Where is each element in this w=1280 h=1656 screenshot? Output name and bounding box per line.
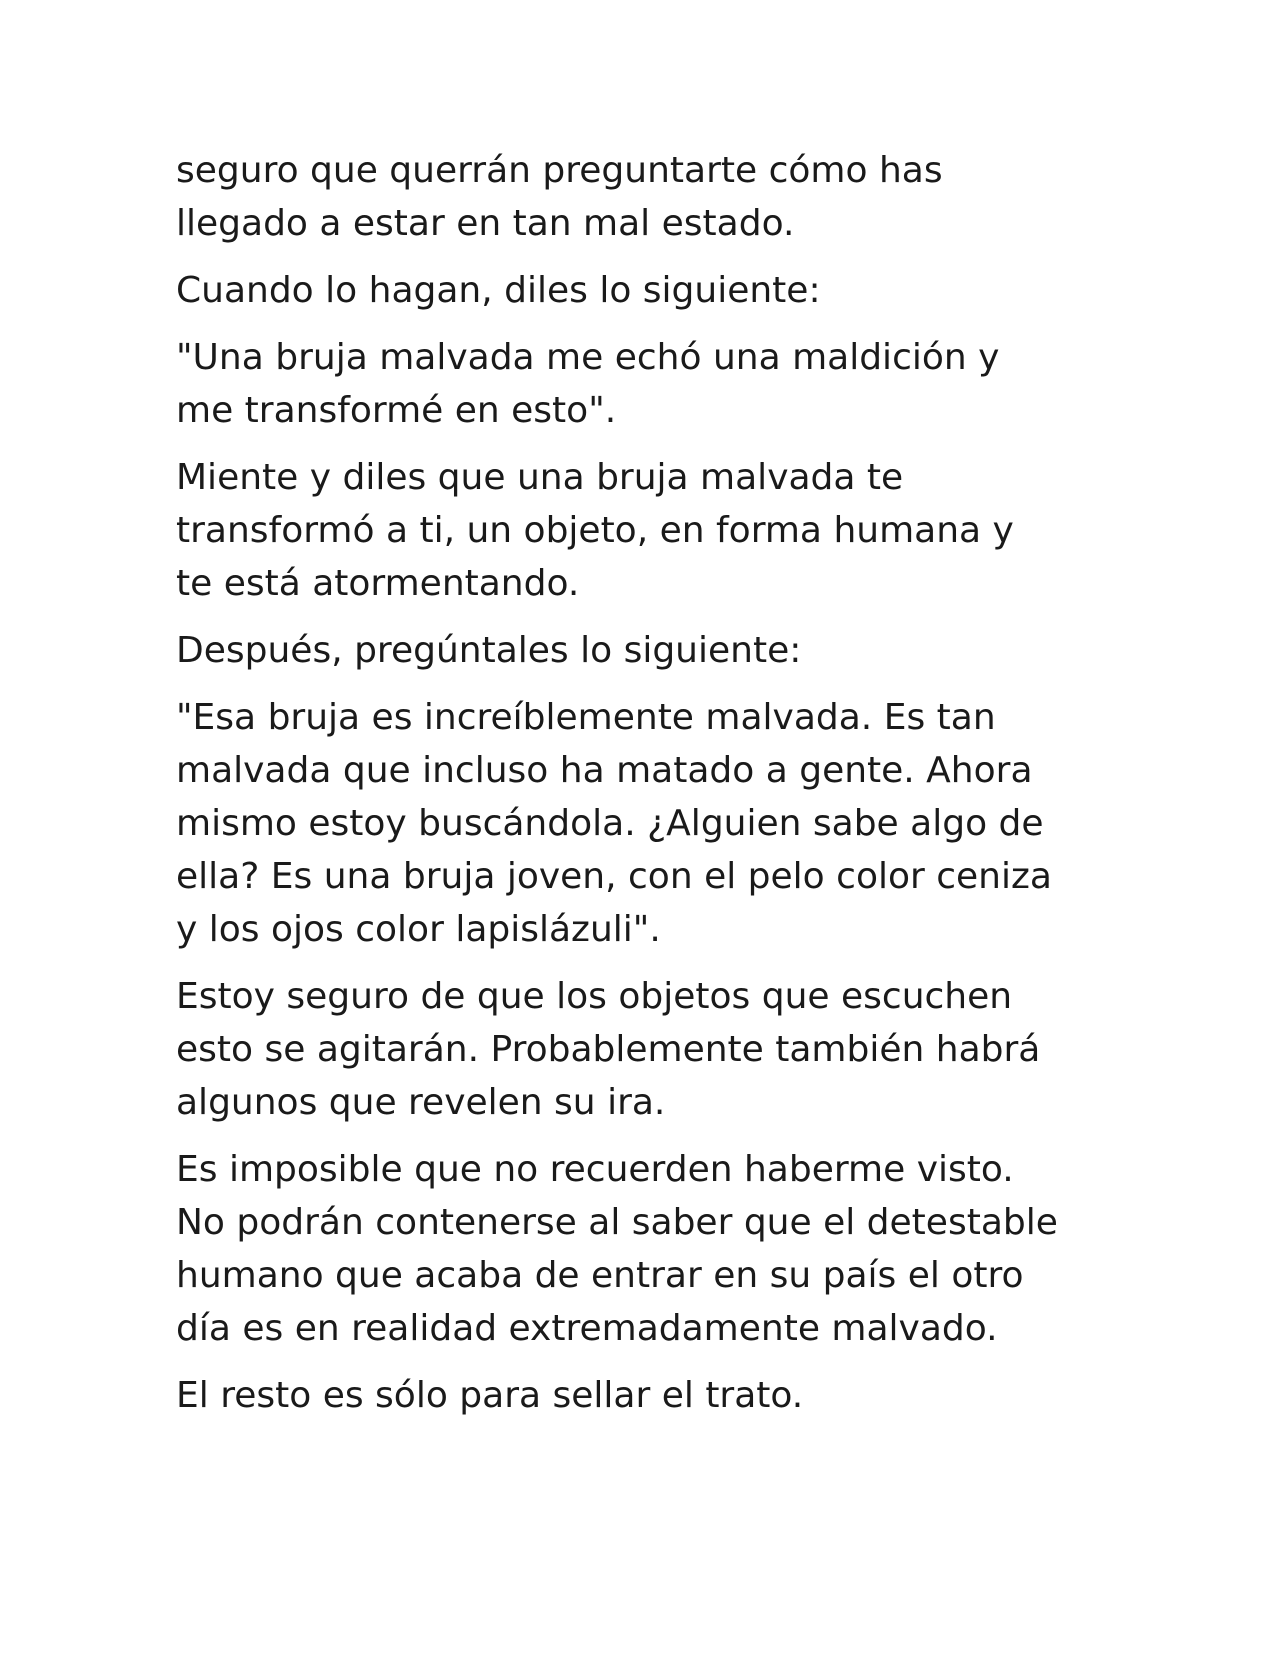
text-line: "Esa bruja es increíblemente malvada. Es tan: [176, 697, 996, 738]
text-line: llegado a estar en tan mal estado.: [176, 203, 795, 244]
text-line: esto se agitarán. Probablemente también habrá: [176, 1029, 1041, 1070]
paragraph: [176, 1369, 1116, 1422]
paragraph: [176, 331, 1116, 437]
paragraph: [176, 691, 1116, 956]
text-line: ella? Es una bruja joven, con el pelo color ceniza: [176, 856, 1052, 897]
text-line: Estoy seguro de que los objetos que escuchen: [176, 976, 1013, 1017]
paragraph: [176, 451, 1116, 610]
text-line: Cuando lo hagan, diles lo siguiente:: [176, 270, 821, 311]
text-line: transformó a ti, un objeto, en forma humana y: [176, 510, 1014, 551]
text-line: Miente y diles que una bruja malvada te: [176, 457, 904, 498]
text-line: me transformé en esto".: [176, 390, 617, 431]
text-line: No podrán contenerse al saber que el detestable: [176, 1202, 1058, 1243]
text-line: seguro que querrán preguntarte cómo has: [176, 150, 943, 191]
text-line: día es en realidad extremadamente malvado.: [176, 1308, 998, 1349]
text-line: El resto es sólo para sellar el trato.: [176, 1375, 804, 1416]
text-line: malvada que incluso ha matado a gente. Ahora: [176, 750, 1033, 791]
text-line: "Una bruja malvada me echó una maldición y: [176, 337, 1000, 378]
document-page: [176, 144, 1116, 1436]
text-line: humano que acaba de entrar en su país el otro: [176, 1255, 1024, 1296]
text-line: Después, pregúntales lo siguiente:: [176, 630, 802, 671]
paragraph: [176, 970, 1116, 1129]
text-line: te está atormentando.: [176, 563, 580, 604]
text-line: algunos que revelen su ira.: [176, 1082, 666, 1123]
text-line: y los ojos color lapislázuli".: [176, 909, 661, 950]
paragraph: [176, 1143, 1116, 1355]
text-line: mismo estoy buscándola. ¿Alguien sabe algo de: [176, 803, 1044, 844]
paragraph: [176, 624, 1116, 677]
paragraph: [176, 264, 1116, 317]
text-line: Es imposible que no recuerden haberme visto.: [176, 1149, 1014, 1190]
paragraph: [176, 144, 1116, 250]
